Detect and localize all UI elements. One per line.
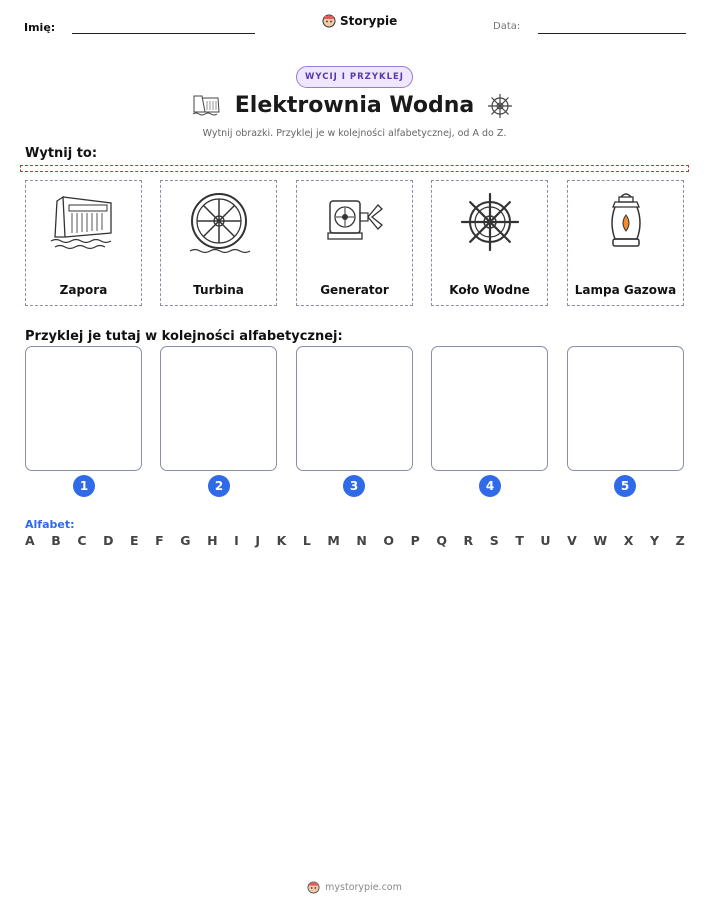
- paste-slot-5[interactable]: [567, 346, 684, 471]
- paste-heading: Przyklej je tutaj w kolejności alfabetycznej:: [25, 329, 343, 344]
- paste-slot-1[interactable]: [25, 346, 142, 471]
- date-line[interactable]: [538, 33, 686, 34]
- alphabet-letter: K: [276, 533, 287, 548]
- alphabet-letter: S: [489, 533, 499, 548]
- alphabet-letter: C: [77, 533, 87, 548]
- slot-number-2: 2: [208, 475, 230, 497]
- alphabet-letter: I: [234, 533, 239, 548]
- alphabet-letter: J: [255, 533, 260, 548]
- slot-number-4: 4: [479, 475, 501, 497]
- paste-slot-3[interactable]: [296, 346, 413, 471]
- cut-line: [20, 165, 689, 172]
- alphabet-letter: L: [302, 533, 311, 548]
- alphabet-letter: Z: [675, 533, 685, 548]
- alphabet-title: Alfabet:: [25, 518, 75, 531]
- alphabet-letter: D: [103, 533, 114, 548]
- alphabet-letter: B: [51, 533, 61, 548]
- footer-site[interactable]: mystorypie.com: [325, 882, 402, 893]
- alphabet-letter: W: [593, 533, 608, 548]
- card-label: Turbina: [193, 283, 244, 297]
- alphabet-letter: X: [623, 533, 634, 548]
- alphabet-row: [25, 533, 685, 548]
- storypie-mascot-icon: [322, 14, 336, 28]
- date-label: Data:: [493, 21, 521, 32]
- alphabet-letter: A: [25, 533, 35, 548]
- dam-icon: [49, 189, 119, 255]
- alphabet-letter: M: [327, 533, 340, 548]
- brand-logo: [322, 14, 397, 28]
- instructions: Wytnij obrazki. Przyklej je w kolejności alfabetycznej, od A do Z.: [202, 128, 507, 139]
- brand-name: Storypie: [340, 14, 398, 28]
- ship-wheel-title-icon: [487, 93, 513, 119]
- card-label: Zapora: [59, 283, 108, 297]
- slot-number-3: 3: [343, 475, 365, 497]
- cut-card-generator[interactable]: [296, 180, 413, 306]
- alphabet-letter: O: [383, 533, 395, 548]
- alphabet-letter: E: [130, 533, 139, 548]
- alphabet-letter: H: [207, 533, 218, 548]
- paste-slot-4[interactable]: [431, 346, 548, 471]
- cut-card-zapora[interactable]: [25, 180, 142, 306]
- alphabet-letter: V: [567, 533, 577, 548]
- alphabet-letter: U: [540, 533, 551, 548]
- generator-icon: [320, 189, 390, 255]
- card-label: Koło Wodne: [449, 283, 530, 297]
- alphabet-letter: Q: [436, 533, 447, 548]
- page-title: Elektrownia Wodna: [234, 93, 475, 118]
- alphabet-letter: Y: [649, 533, 659, 548]
- footer: [0, 881, 709, 894]
- alphabet-letter: R: [463, 533, 474, 548]
- name-label: Imię:: [24, 21, 56, 34]
- ship-wheel-icon: [455, 189, 525, 255]
- alphabet-letter: P: [410, 533, 420, 548]
- lantern-icon: [591, 189, 661, 255]
- alphabet-letter: F: [155, 533, 164, 548]
- storypie-mascot-icon: [307, 881, 320, 894]
- name-line[interactable]: [72, 33, 255, 34]
- slot-number-5: 5: [614, 475, 636, 497]
- water-wheel-icon: [184, 189, 254, 255]
- alphabet-letter: G: [180, 533, 191, 548]
- cut-card-turbina[interactable]: [160, 180, 277, 306]
- card-label: Generator: [320, 283, 389, 297]
- cut-card-kolo-wodne[interactable]: [431, 180, 548, 306]
- cut-card-lampa-gazowa[interactable]: [567, 180, 684, 306]
- activity-badge: WYCIJ I PRZYKLEJ: [296, 66, 413, 88]
- slot-number-1: 1: [73, 475, 95, 497]
- paste-slot-2[interactable]: [160, 346, 277, 471]
- alphabet-letter: N: [356, 533, 367, 548]
- alphabet-letter: T: [515, 533, 524, 548]
- cut-heading: Wytnij to:: [25, 146, 98, 161]
- card-label: Lampa Gazowa: [574, 283, 677, 297]
